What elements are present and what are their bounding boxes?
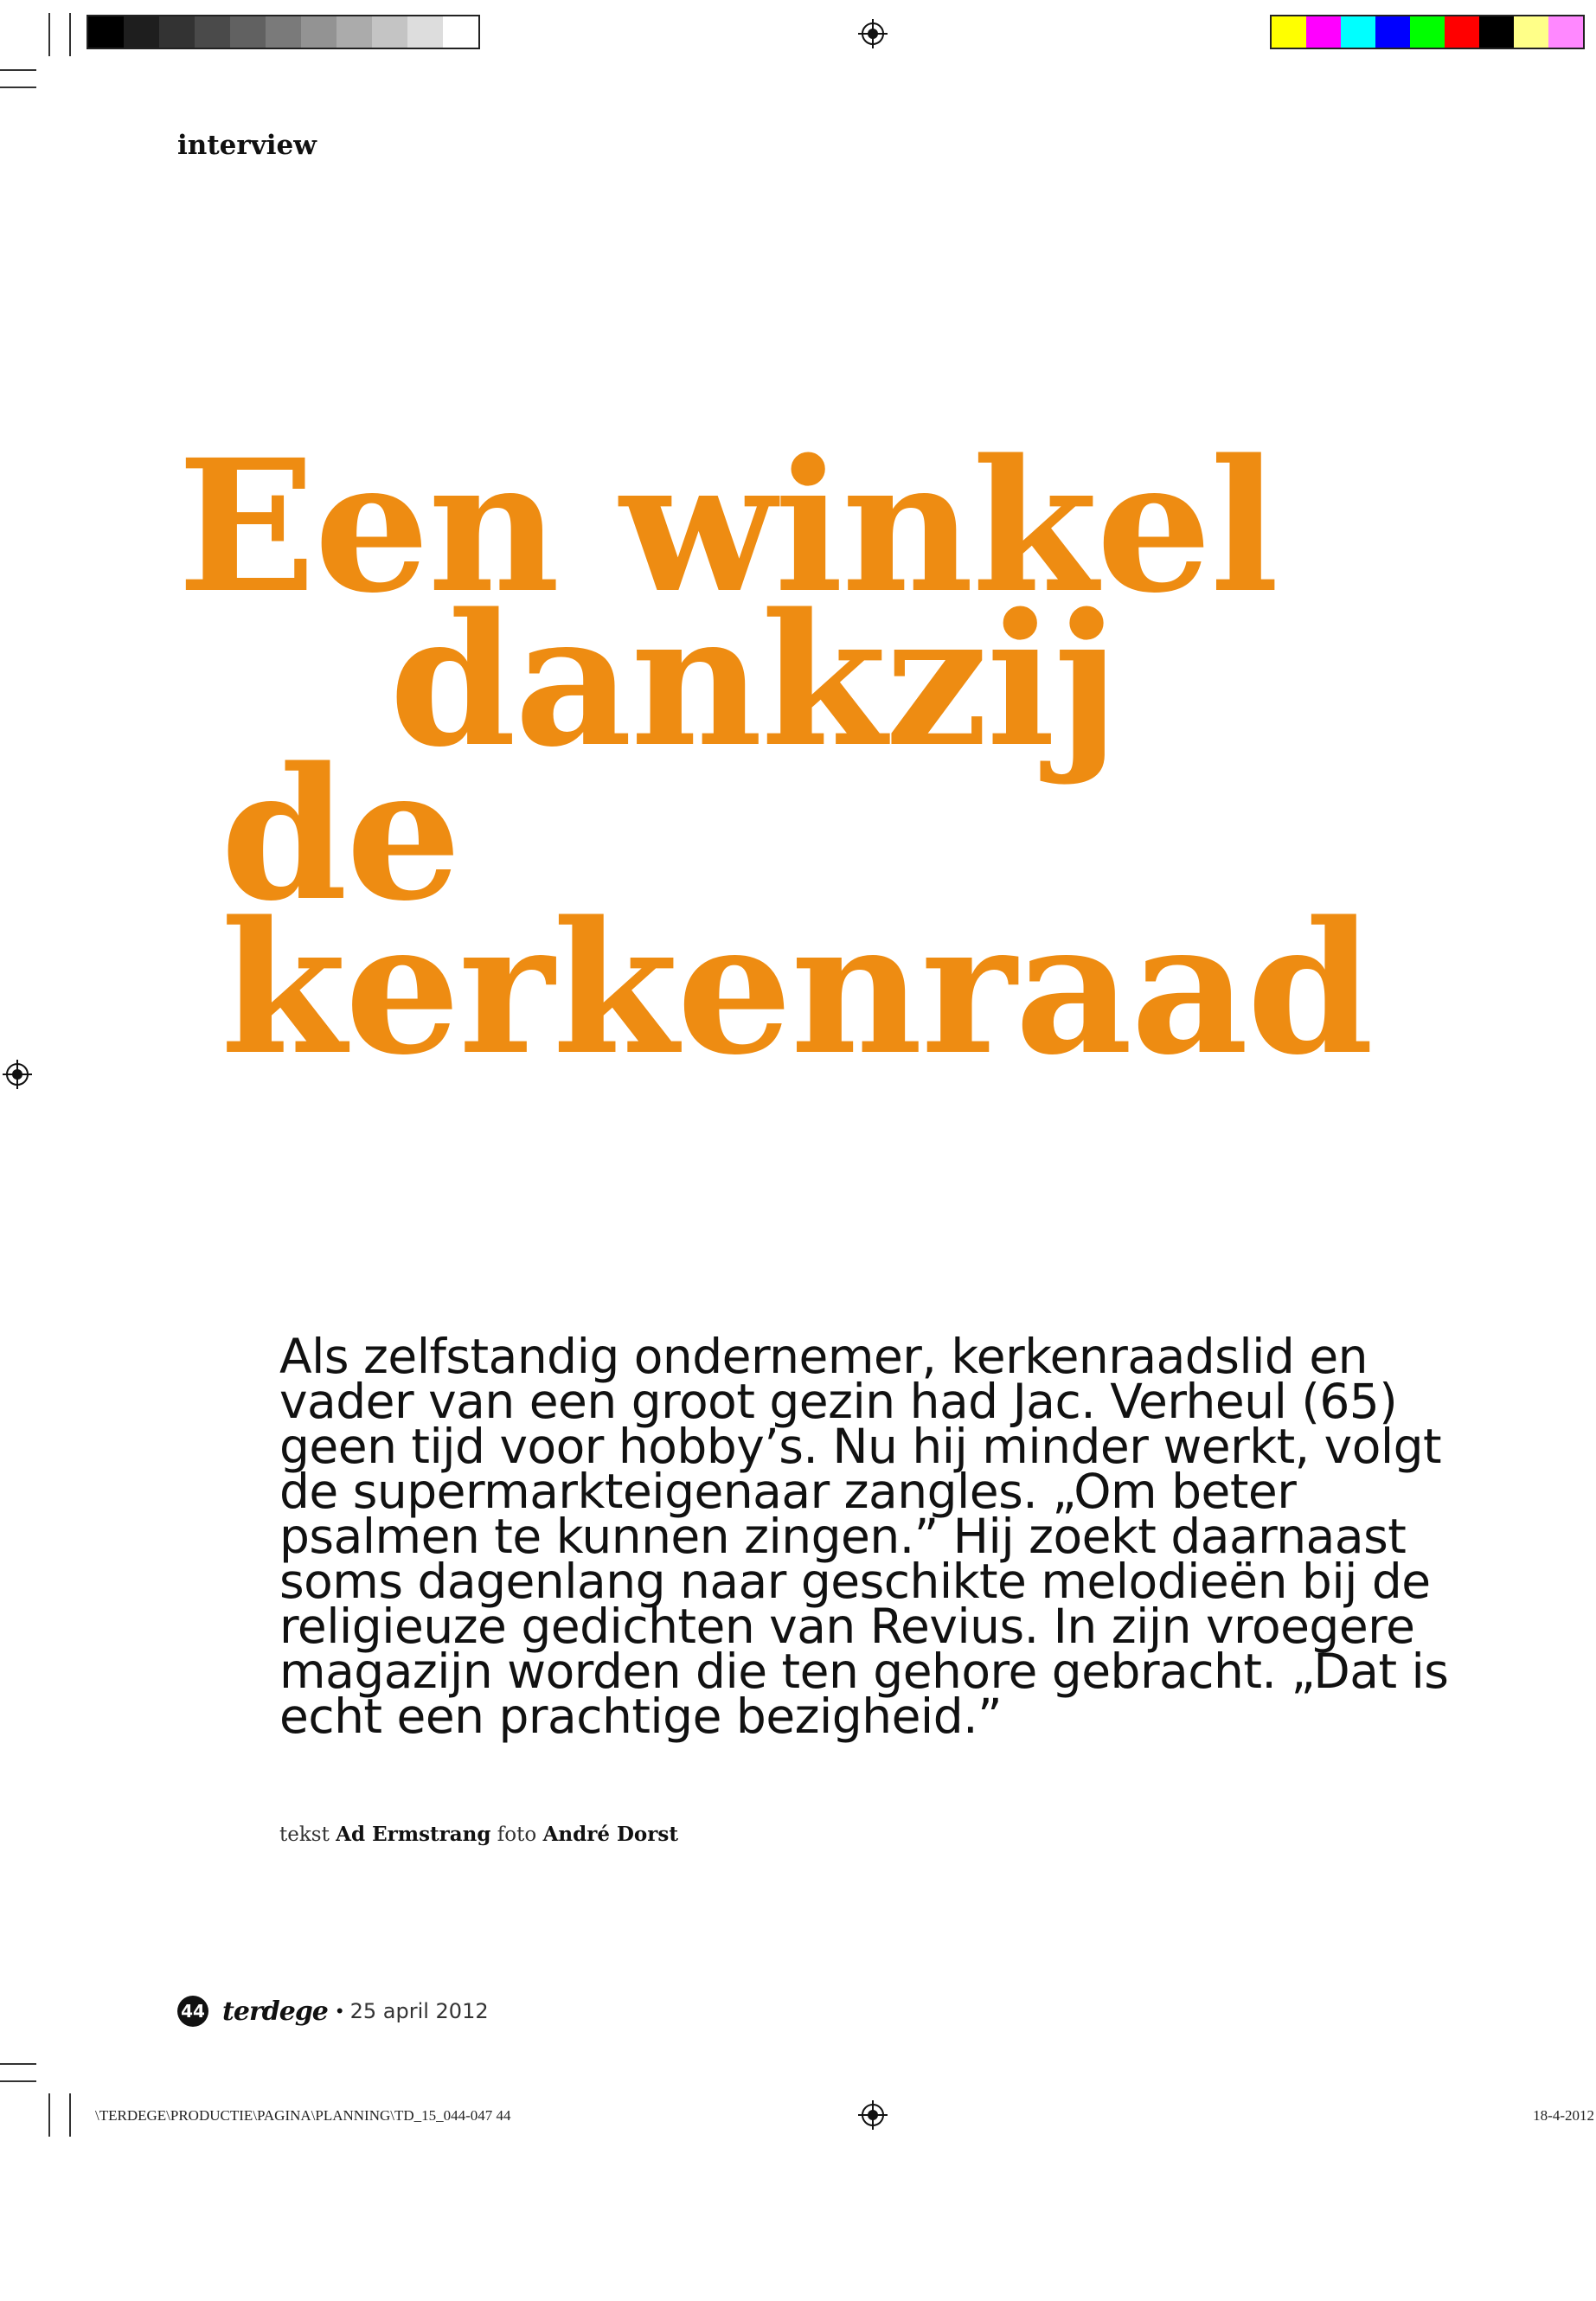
crop-mark: [48, 2093, 50, 2137]
color-swatch: [1306, 16, 1341, 48]
headline-line-3: de kerkenraad: [221, 727, 1373, 1095]
credits: [279, 1823, 678, 1846]
gray-swatch: [337, 16, 372, 48]
headline-line-2: dankzij: [389, 574, 1118, 787]
color-swatch: [1479, 16, 1514, 48]
credit-photo-label: foto: [497, 1823, 537, 1846]
section-label: interview: [177, 130, 317, 161]
magazine-brand: terdege: [222, 1996, 328, 2027]
color-swatch: [1272, 16, 1306, 48]
color-swatch: [1410, 16, 1445, 48]
color-swatch: [1375, 16, 1410, 48]
gray-swatch: [301, 16, 337, 48]
crop-mark: [0, 2080, 36, 2082]
color-swatch: [1514, 16, 1548, 48]
gray-swatch: [443, 16, 478, 48]
crop-mark: [0, 2063, 36, 2065]
credit-photo-author: André Dorst: [542, 1823, 678, 1846]
color-calibration-bar: [1270, 15, 1585, 49]
page-number: 44: [177, 1996, 208, 2027]
registration-mark-icon: [858, 2100, 888, 2130]
gray-swatch: [266, 16, 301, 48]
page-footer: [177, 1994, 489, 2029]
color-swatch: [1445, 16, 1479, 48]
gray-swatch: [230, 16, 266, 48]
crop-mark: [0, 69, 36, 71]
crop-mark: [69, 2093, 71, 2137]
gray-swatch: [372, 16, 407, 48]
gray-swatch: [195, 16, 230, 48]
registration-mark-icon: [3, 1060, 32, 1089]
crop-mark: [69, 13, 71, 56]
gray-swatch: [88, 16, 124, 48]
headline: [177, 420, 1475, 1095]
headline-line-1: Een winkel: [177, 420, 1278, 633]
gray-swatch: [407, 16, 443, 48]
color-swatch: [1548, 16, 1583, 48]
credit-text-author: Ad Ermstrang: [336, 1823, 491, 1846]
crop-mark: [48, 13, 50, 56]
intro-paragraph: Als zelfstandig ondernemer, kerkenraadslid en vader van een groot gezin had Jac. Verheul (65) geen tijd voor hobby’s. Nu hij minder werkt, volgt de supermarkteigenaar zangles. „Om beter psalmen te kunnen zingen.” Hij zoekt daarnaast soms dagenlang naar geschikte melodieën bij de religieuze gedichten van Revius. In zijn vroegere magazijn worden die ten gehore gebracht. „Dat is echt een prachtige bezigheid.”: [279, 1329, 1449, 1744]
slug-file-path: \TERDEGE\PRODUCTIE\PAGINA\PLANNING\TD_15_044-047 44: [95, 2107, 511, 2124]
gray-calibration-bar: [87, 15, 480, 49]
footer-bullet: •: [336, 2000, 343, 2022]
gray-swatch: [159, 16, 195, 48]
registration-mark-icon: [858, 19, 888, 48]
gray-swatch: [124, 16, 159, 48]
color-swatch: [1341, 16, 1375, 48]
credit-text-label: tekst: [279, 1823, 330, 1846]
issue-date: 25 april 2012: [349, 1999, 489, 2023]
crop-mark: [0, 87, 36, 88]
slug-date: 18-4-2012: [1533, 2107, 1594, 2124]
